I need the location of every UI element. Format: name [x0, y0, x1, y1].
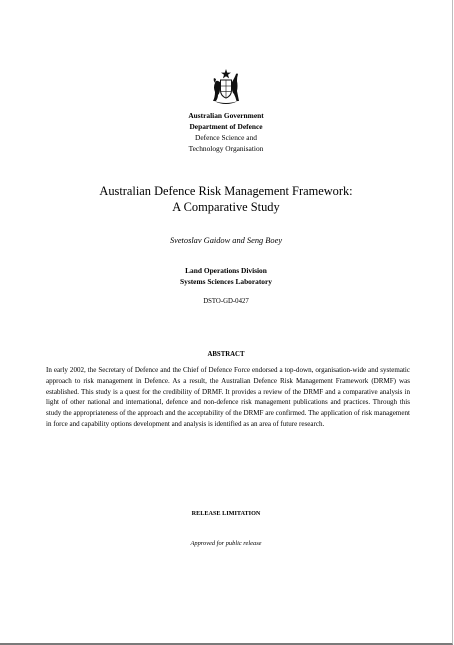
title-line2: A Comparative Study — [172, 200, 280, 214]
department-name: Department of Defence — [189, 122, 263, 131]
division-block — [0, 265, 452, 287]
abstract-heading: ABSTRACT — [207, 351, 245, 358]
title-line1: Australian Defence Risk Management Framework: — [99, 184, 353, 198]
government-name: Australian Government — [188, 111, 264, 120]
abstract-body: In early 2002, the Secretary of Defence and the Chief of Defence Force endorsed a top-down, organisation-wide and systematic approach to risk management in Defence. As a result, the Australian Defence Risk Management Framework (DRMF) was established. This study is a quest for the credibility of DRMF. It provides a review of the DRMF and a comparative analysis in light of other national and international, defence and non-defence risk management publications and practices. Through this study the appropriateness of the approach and the acceptability of the DRMF are confirmed. The application of risk management in force and capability options development and analysis is identified as an area of future research. — [46, 366, 410, 428]
release-limitation-text: Approved for public release — [190, 540, 262, 547]
authors: Svetoslav Gaidow and Seng Boey — [169, 236, 283, 245]
agency-block — [0, 110, 452, 154]
agency-name-line1: Defence Science and — [195, 133, 257, 142]
release-limitation-heading: RELEASE LIMITATION — [191, 510, 261, 517]
division-name: Land Operations Division — [185, 266, 267, 275]
document-title — [20, 183, 432, 215]
report-number: DSTO-GD-0427 — [203, 298, 249, 305]
laboratory-name: Systems Sciences Laboratory — [180, 277, 272, 286]
agency-name-line2: Technology Organisation — [188, 144, 264, 153]
coat-of-arms-icon — [210, 68, 242, 106]
